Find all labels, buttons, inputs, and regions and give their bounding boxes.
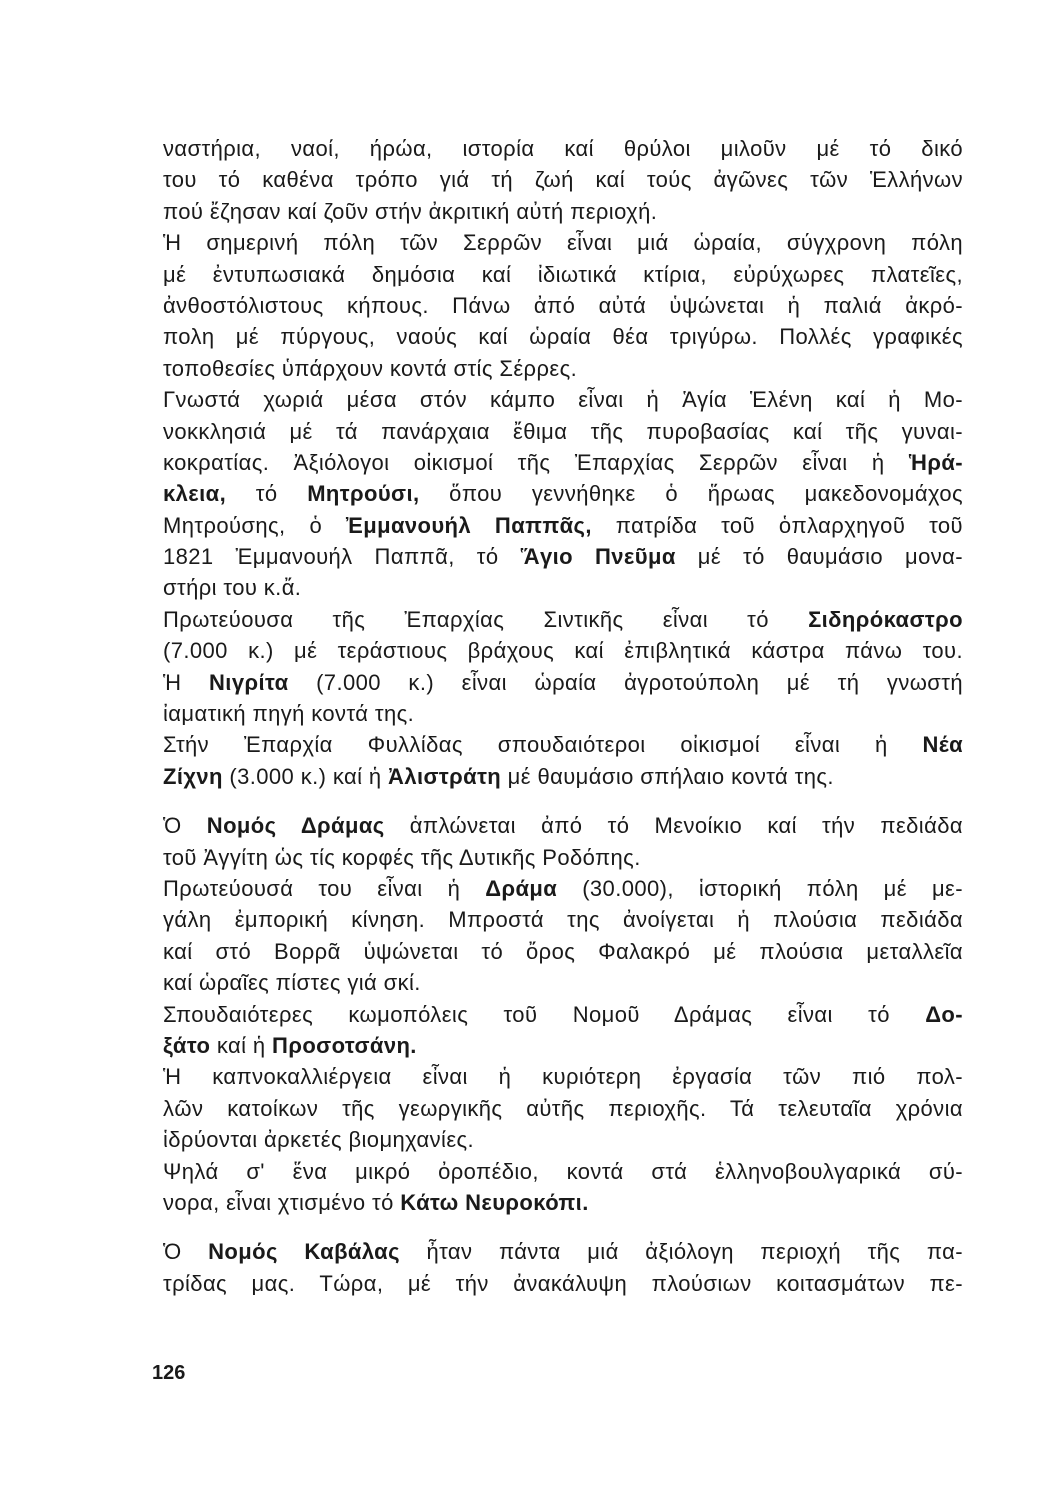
text-line [163,635,963,666]
bold-place-name: Σιδηρόκαστρο [808,606,963,632]
text-line [163,999,963,1030]
text-line [163,1093,963,1124]
text-line [163,1030,963,1061]
text-line [163,353,963,384]
text-segment: Ὁ [163,1239,209,1265]
bold-place-name: Ζίχνη [163,763,223,789]
text-segment: Ἡ καπνοκαλλιέργεια εἶναι ἡ κυριότερη ἐργασία τῶν πιό πολ- [163,1064,963,1090]
text-segment: νορα, εἶναι χτισμένο τό [163,1189,401,1215]
paragraph-gap [163,792,963,810]
text-segment: μέ ἐντυπωσιακά δημόσια καί ἰδιωτικά κτίρια, εὐρύχωρες πλατεῖες, [163,261,963,287]
text-line [163,321,963,352]
text-line [163,384,963,415]
bold-place-name: Δο- [925,1001,963,1027]
text-line [163,1124,963,1155]
text-line [163,259,963,290]
text-line [163,1061,963,1092]
bold-place-name: Νομός Δράμας [206,813,385,839]
text-segment: νοκκλησιά μέ τά πανάρχαια ἔθιμα τῆς πυροβασίας καί τῆς γυναι- [163,418,963,444]
text-segment: Στήν Ἐπαρχία Φυλλίδας σπουδαιότεροι οἰκισμοί εἶναι ἡ [163,732,923,758]
bold-place-name: Μητρούσι, [307,481,420,507]
text-line [163,698,963,729]
text-line [163,478,963,509]
text-segment: Πρωτεύουσα τῆς Ἐπαρχίας Σιντικῆς εἶναι τό [163,606,809,632]
bold-place-name: Νέα [922,732,963,758]
bold-place-name: κλεια, [163,481,227,507]
text-segment: μέ τό θαυμάσιο μονα- [675,544,964,570]
text-line [163,447,963,478]
text-line [163,810,963,841]
text-segment: κοκρατίας. Ἀξιόλογοι οἰκισμοί τῆς Ἐπαρχίας Σερρῶν εἶναι ἡ [163,449,909,475]
body-text [163,133,963,1299]
text-line [163,1268,963,1299]
text-segment: Ἡ [163,669,210,695]
text-segment: γάλη ἐμπορική κίνηση. Μπροστά της ἀνοίγεται ἡ πλούσια πεδιάδα [163,907,963,933]
text-line [163,873,963,904]
bold-place-name: Ἡρά- [908,449,963,475]
text-segment: πατρίδα τοῦ ὁπλαρχηγοῦ τοῦ [591,512,963,538]
text-line [163,196,963,227]
text-segment: 1821 Ἐμμανουήλ Παππᾶ, τό [163,544,521,570]
bold-place-name: Νιγρίτα [209,669,289,695]
text-segment: μέ θαυμάσιο σπήλαιο κοντά της. [501,763,834,789]
text-segment: καί ὡραῖες πίστες γιά σκί. [163,970,421,996]
bold-place-name: Κάτω Νευροκόπι. [400,1189,589,1215]
text-line [163,936,963,967]
text-line [163,510,963,541]
text-segment: καί στό Βορρᾶ ὑψώνεται τό ὄρος Φαλακρό μέ πλούσια μεταλλεῖα [163,938,963,964]
text-segment: (30.000), ἱστορική πόλη μέ με- [557,875,963,901]
text-line [163,667,963,698]
text-segment: πού ἔζησαν καί ζοῦν στήν ἀκριτική αὐτή περιοχή. [163,198,658,224]
text-segment: λῶν κατοίκων τῆς γεωργικῆς αὐτῆς περιοχῆς. Τά τελευταῖα χρόνια [163,1095,963,1121]
text-segment: (7.000 κ.) εἶναι ὡραία ἀγροτούπολη μέ τή γνωστή [288,669,964,695]
page-number: 126 [152,1362,186,1384]
text-segment: ἱδρύονται ἀρκετές βιομηχανίες. [163,1127,475,1153]
text-segment: καί ἡ [210,1032,273,1058]
bold-place-name: Δράμα [485,875,558,901]
text-line [163,604,963,635]
text-line [163,1236,963,1267]
text-line [163,904,963,935]
text-line [163,133,963,164]
text-segment: Ψηλά σ' ἕνα μικρό ὀροπέδιο, κοντά στά ἑλληνοβουλγαρικά σύ- [163,1158,963,1184]
text-line [163,416,963,447]
paragraph-gap [163,1218,963,1236]
text-line [163,761,963,792]
bold-place-name: Ἐμμανουήλ Παππᾶς, [346,512,592,538]
text-segment: (3.000 κ.) καί ἡ [222,763,389,789]
text-line [163,227,963,258]
text-segment: ἰαματική πηγή κοντά της. [163,701,415,727]
text-segment: πολη μέ πύργους, ναούς καί ὡραία θέα τριγύρω. Πολλές γραφικές [163,324,963,350]
text-line [163,842,963,873]
text-segment: Ἡ σημερινή πόλη τῶν Σερρῶν εἶναι μιά ὡραία, σύγχρονη πόλη [163,230,963,256]
text-segment: Ὁ [163,813,207,839]
text-segment: Πρωτεύουσά του εἶναι ἡ [163,875,486,901]
text-line [163,1187,963,1218]
text-segment: ὅπου γεννήθηκε ὁ ἥρωας μακεδονομάχος [419,481,963,507]
text-segment: Σπουδαιότερες κωμοπόλεις τοῦ Νομοῦ Δράμας εἶναι τό [163,1001,926,1027]
text-segment: ἀνθοστόλιστους κήπους. Πάνω ἀπό αὐτά ὑψώνεται ἡ παλιά ἀκρό- [163,292,963,318]
text-line [163,1156,963,1187]
text-line [163,164,963,195]
text-segment: τοποθεσίες ὑπάρχουν κοντά στίς Σέρρες. [163,355,578,381]
text-segment: ἁπλώνεται ἀπό τό Μενοίκιο καί τήν πεδιάδα [384,813,963,839]
text-segment: του τό καθένα τρόπο γιά τή ζωή καί τούς ἀγῶνες τῶν Ἑλλήνων [163,167,963,193]
bold-place-name: ξάτο [163,1032,211,1058]
bold-place-name: Ἅγιο Πνεῦμα [520,544,676,570]
text-segment: Γνωστά χωριά μέσα στόν κάμπο εἶναι ἡ Ἁγία Ἑλένη καί ἡ Μο- [163,387,963,413]
text-segment: (7.000 κ.) μέ τεράστιους βράχους καί ἐπιβλητικά κάστρα πάνω του. [163,638,963,664]
text-segment: στήρι του κ.ἄ. [163,575,302,601]
bold-place-name: Ἀλιστράτη [388,763,502,789]
text-line [163,967,963,998]
bold-place-name: Προσοτσάνη. [272,1032,417,1058]
bold-place-name: Νομός Καβάλας [208,1239,400,1265]
text-line [163,729,963,760]
text-line [163,541,963,572]
text-segment: τοῦ Ἀγγίτη ὡς τίς κορφές τῆς Δυτικῆς Ροδόπης. [163,844,641,870]
text-segment: Μητρούσης, ὁ [163,512,346,538]
text-segment: ἦταν πάντα μιά ἀξιόλογη περιοχή τῆς πα- [399,1239,963,1265]
text-segment: τρίδας μας. Τώρα, μέ τήν ἀνακάλυψη πλούσιων κοιτασμάτων πε- [163,1270,963,1296]
text-line [163,572,963,603]
text-line [163,290,963,321]
text-segment: ναστήρια, ναοί, ήρώα, ιστορία καί θρύλοι μιλοῦν μέ τό δικό [163,136,963,161]
text-segment: τό [226,481,308,507]
